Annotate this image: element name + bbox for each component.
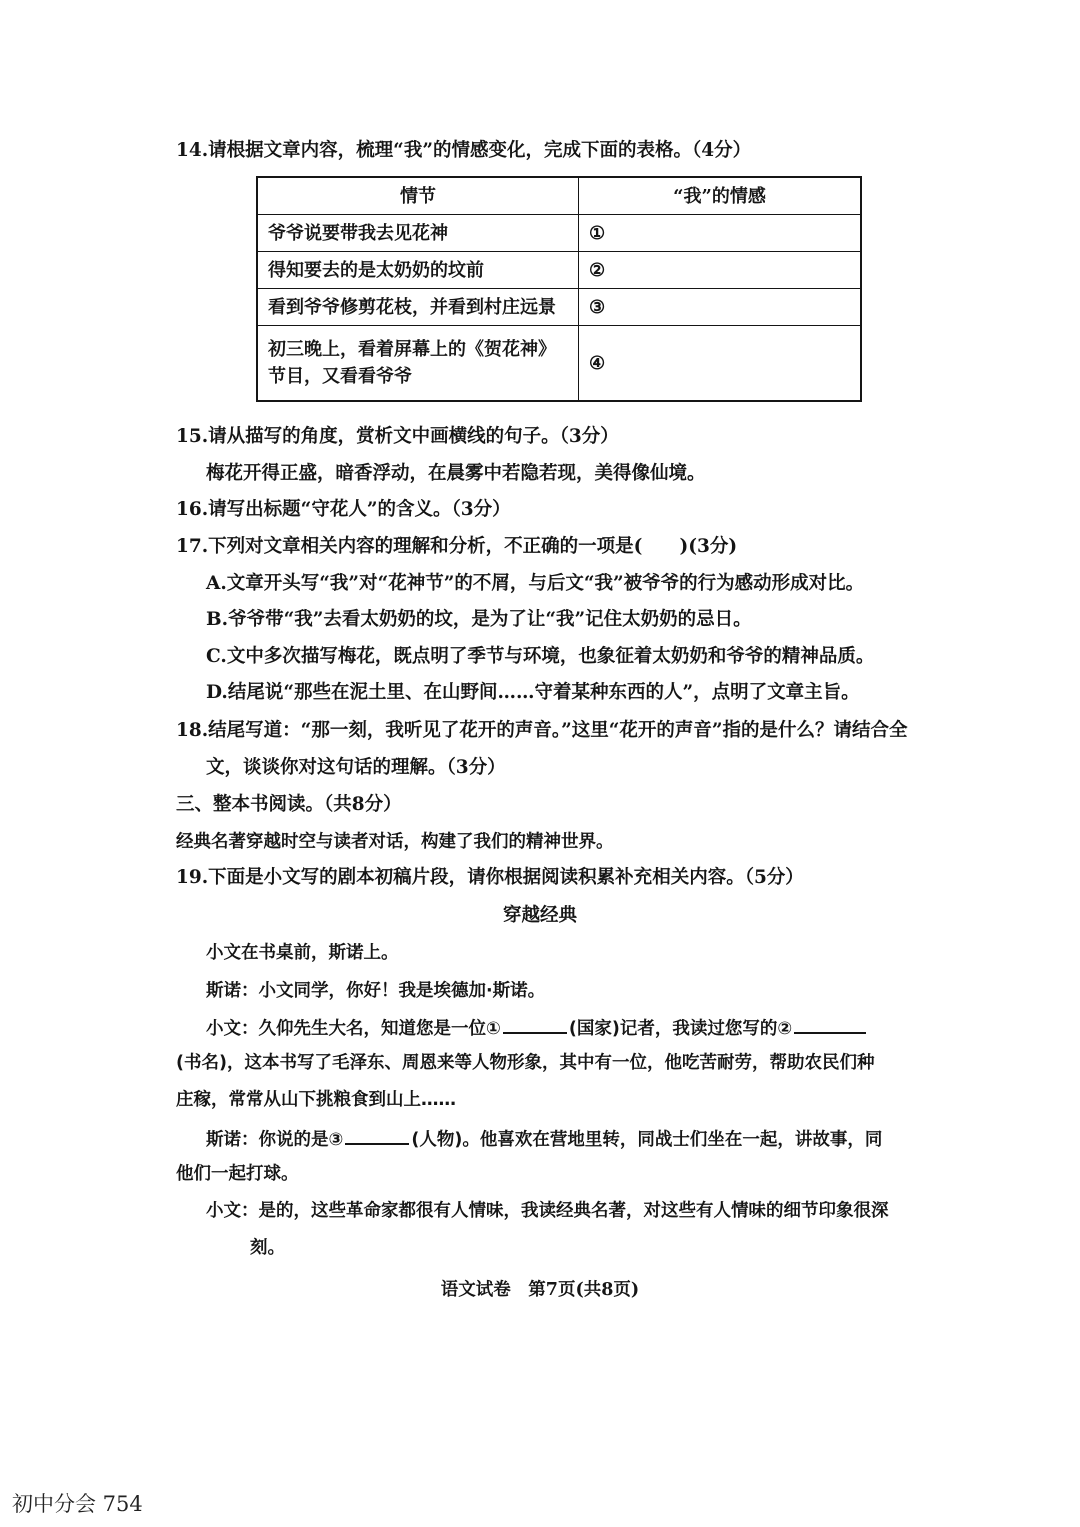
option-a: A.文章开头写“我”对“花神节”的不屑，与后文“我”被爷爷的行为感动形成对比。 xyxy=(206,573,865,594)
snow-line-1: 斯诺：小文同学，你好！我是埃德加·斯诺。 xyxy=(206,981,546,1001)
option-b: B.爷爷带“我”去看太奶奶的坟，是为了让“我”记住太奶奶的忌日。 xyxy=(206,609,752,630)
snow-line-2-cont: 他们一起打球。 xyxy=(176,1164,299,1184)
question-15-sentence: 梅花开得正盛，暗香浮动，在晨雾中若隐若现，美得像仙境。 xyxy=(206,463,706,484)
blank-1[interactable] xyxy=(503,1014,567,1034)
table-row xyxy=(257,289,861,326)
question-16-prompt: 16.请写出标题“守花人”的含义。（3分） xyxy=(176,499,511,520)
blank-3[interactable] xyxy=(345,1125,409,1145)
table-cell-emotion: ② xyxy=(579,252,862,289)
stage-direction: 小文在书桌前，斯诺上。 xyxy=(206,943,399,963)
table-cell-emotion: ① xyxy=(579,215,862,252)
option-c: C.文中多次描写梅花，既点明了季节与环境，也象征着太奶奶和爷爷的精神品质。 xyxy=(206,646,875,667)
snow-line-2 xyxy=(206,1125,882,1153)
question-18-line2: 文，谈谈你对这句话的理解。（3分） xyxy=(206,757,506,778)
table-header-row xyxy=(257,177,861,215)
question-18-line1: 18.结尾写道：“那一刻，我听见了花开的声音。”这里“花开的声音”指的是什么？请结合全 xyxy=(176,720,908,741)
table-cell-plot: 初三晚上，看着屏幕上的《贺花神》节目，又看看爷爷 xyxy=(257,326,579,402)
xiaowen-line-1b: (国家)记者，我读过您写的② xyxy=(568,1019,793,1039)
question-19-prompt: 19.下面是小文写的剧本初稿片段，请你根据阅读积累补充相关内容。（5分） xyxy=(176,867,804,888)
xiaowen-line-1-cont: (书名)，这本书写了毛泽东、周恩来等人物形象，其中有一位，他吃苦耐劳，帮助农民们种 xyxy=(176,1053,875,1073)
table-cell-plot: 爷爷说要带我去见花神 xyxy=(257,215,579,252)
emotion-table xyxy=(256,176,862,402)
table-row xyxy=(257,252,861,289)
table-header-plot: 情节 xyxy=(257,177,579,215)
xiaowen-line-1 xyxy=(206,1014,868,1042)
xiaowen-line-2: 小文：是的，这些革命家都很有人情味，我读经典名著，对这些有人情味的细节印象很深 xyxy=(206,1201,889,1221)
xiaowen-line-1-cont2: 庄稼，常常从山下挑粮食到山上…… xyxy=(176,1090,456,1110)
table-cell-emotion: ③ xyxy=(579,289,862,326)
page-footer: 语文试卷 第7页(共8页) xyxy=(440,1280,640,1300)
blank-2[interactable] xyxy=(794,1014,866,1034)
option-d: D.结尾说“那些在泥土里、在山野间……守着某种东西的人”，点明了文章主旨。 xyxy=(206,682,860,703)
section-3-heading: 三、整本书阅读。（共8分） xyxy=(176,794,402,815)
section-3-intro: 经典名著穿越时空与读者对话，构建了我们的精神世界。 xyxy=(176,832,614,852)
watermark: 初中分会 754 xyxy=(12,1492,143,1516)
snow-line-2b: (人物)。他喜欢在营地里转，同战士们坐在一起，讲故事，同 xyxy=(411,1130,883,1150)
table-row xyxy=(257,326,861,402)
xiaowen-line-2-cont: 刻。 xyxy=(250,1238,285,1258)
xiaowen-line-1a: 小文：久仰先生大名，知道您是一位① xyxy=(206,1019,501,1039)
question-14-prompt: 14.请根据文章内容，梳理“我”的情感变化，完成下面的表格。（4分） xyxy=(176,140,752,161)
snow-line-2a: 斯诺：你说的是③ xyxy=(206,1130,344,1150)
question-17-prompt: 17.下列对文章相关内容的理解和分析，不正确的一项是( )(3分) xyxy=(176,536,738,557)
table-cell-plot: 看到爷爷修剪花枝，并看到村庄远景 xyxy=(257,289,579,326)
table-row xyxy=(257,215,861,252)
table-header-emotion: “我”的情感 xyxy=(579,177,862,215)
question-15-prompt: 15.请从描写的角度，赏析文中画横线的句子。（3分） xyxy=(176,426,619,447)
table-cell-plot: 得知要去的是太奶奶的坟前 xyxy=(257,252,579,289)
table-cell-emotion: ④ xyxy=(579,326,862,402)
script-title: 穿越经典 xyxy=(502,905,577,926)
